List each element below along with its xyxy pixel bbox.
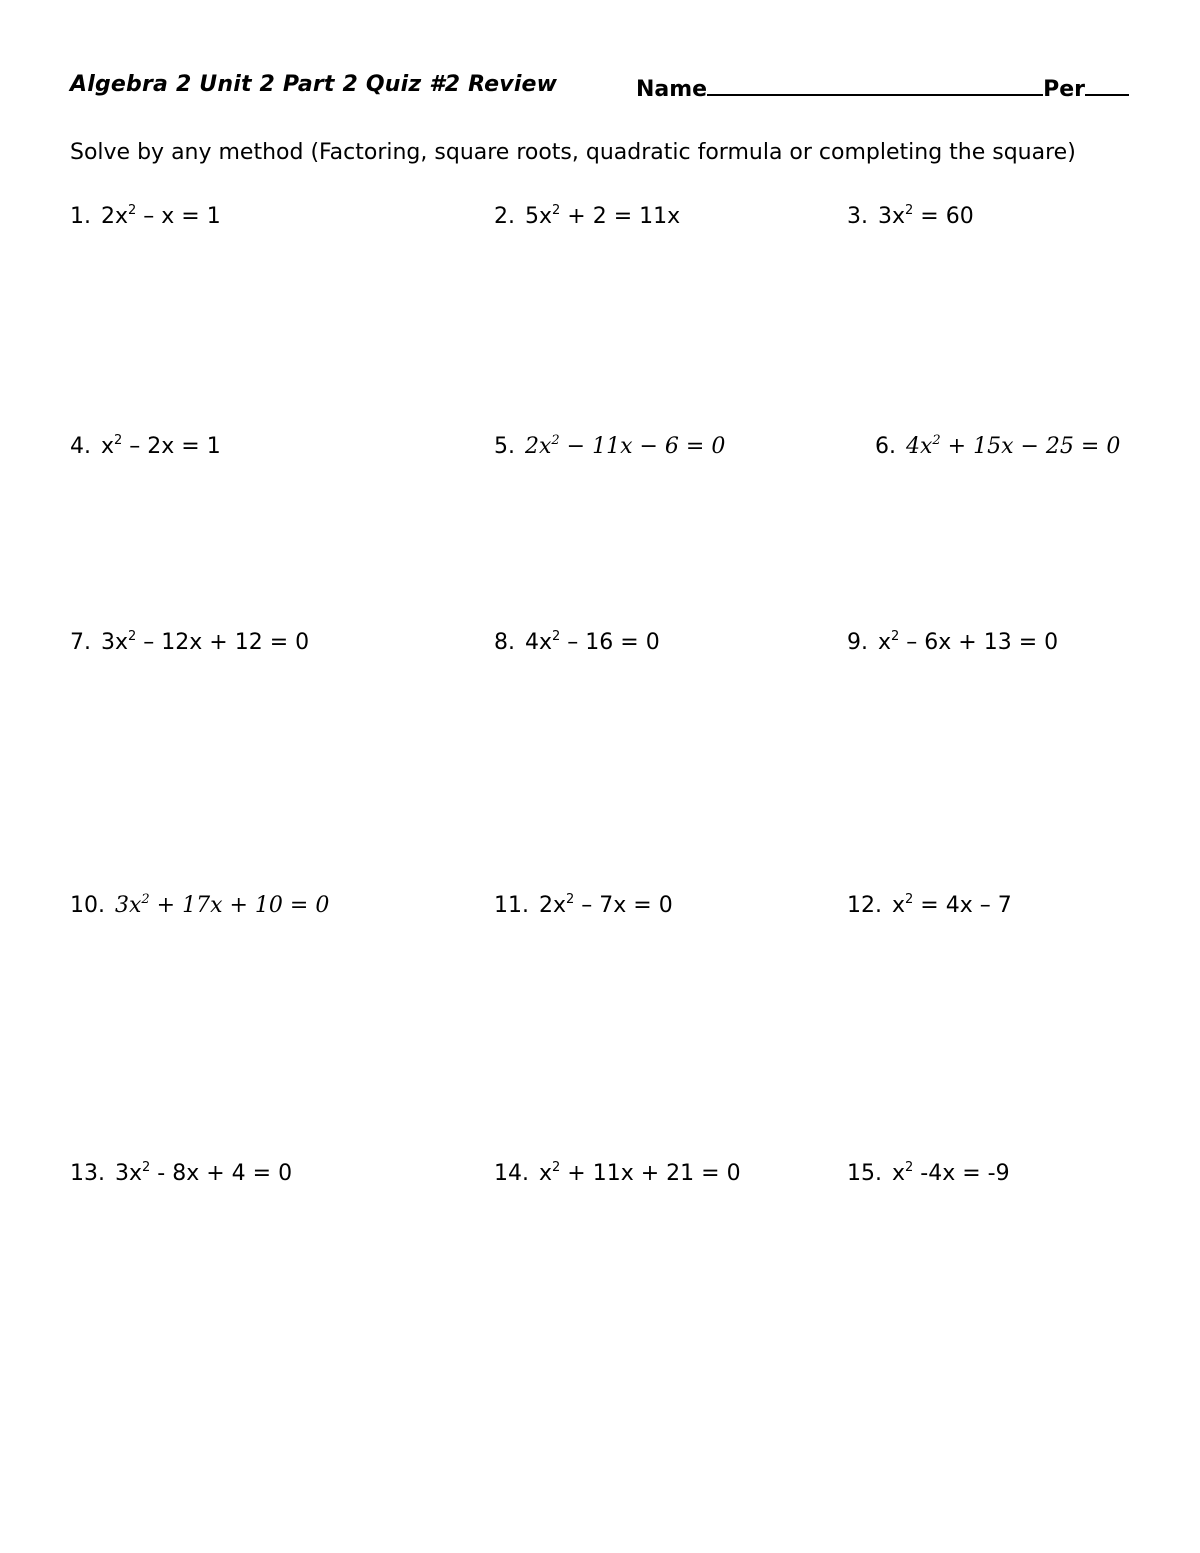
problem-number: 12. — [847, 893, 882, 918]
problem-4 — [70, 434, 221, 459]
problem-number: 15. — [847, 1161, 882, 1186]
problem-9 — [847, 630, 1058, 655]
equation: $3x^2 - 8x + 4 = 0$ — [115, 1160, 293, 1186]
problem-1 — [70, 204, 221, 229]
problem-14 — [494, 1161, 741, 1186]
problem-number: 14. — [494, 1161, 529, 1186]
problem-number: 8. — [494, 630, 515, 655]
problem-number: 1. — [70, 204, 91, 229]
problem-number: 11. — [494, 893, 529, 918]
equation: $2x^2 - x = 1$ — [101, 203, 221, 229]
equation: $x^2 - 2x = 1$ — [101, 433, 221, 459]
problem-8 — [494, 630, 660, 655]
per-label: Per — [1043, 77, 1086, 102]
problem-number: 9. — [847, 630, 868, 655]
problem-2 — [494, 204, 680, 229]
problem-6 — [875, 434, 1120, 459]
equation: $3x^2 - 12x + 12 = 0$ — [101, 629, 310, 655]
problem-3 — [847, 204, 974, 229]
problem-7 — [70, 630, 309, 655]
problem-number: 13. — [70, 1161, 105, 1186]
problem-number: 5. — [494, 434, 515, 459]
problem-number: 6. — [875, 434, 896, 459]
problem-number: 3. — [847, 204, 868, 229]
name-blank[interactable] — [707, 72, 1043, 96]
equation: $3x^2 = 60$ — [878, 203, 974, 229]
problem-11 — [494, 893, 673, 918]
problem-13 — [70, 1161, 292, 1186]
instructions: Solve by any method (Factoring, square roots, quadratic formula or completing the square) — [70, 140, 1076, 165]
problem-5 — [494, 434, 725, 459]
name-per-field — [636, 72, 1129, 102]
worksheet-title: Algebra 2 Unit 2 Part 2 Quiz #2 Review — [70, 72, 558, 97]
equation: $x^2 = 4x - 7$ — [892, 892, 1012, 918]
equation: $3x^2 + 17x + 10 = 0$ — [115, 892, 330, 918]
per-blank[interactable] — [1085, 72, 1129, 96]
problem-10 — [70, 893, 329, 918]
equation: $x^2 - 6x + 13 = 0$ — [878, 629, 1059, 655]
name-label: Name — [636, 77, 708, 102]
equation: $4x^2 - 16 = 0$ — [525, 629, 660, 655]
equation: $2x^2 - 11x - 6 = 0$ — [525, 433, 726, 459]
equation: $x^2 + 11x + 21 = 0$ — [539, 1160, 741, 1186]
problem-15 — [847, 1161, 1010, 1186]
equation: $5x^2 + 2 = 11x$ — [525, 203, 681, 229]
problem-number: 10. — [70, 893, 105, 918]
problem-number: 7. — [70, 630, 91, 655]
equation: $x^2$ -4x = -9 — [892, 1160, 1010, 1186]
problem-12 — [847, 893, 1012, 918]
problem-number: 4. — [70, 434, 91, 459]
equation: $4x^2 + 15x - 25 = 0$ — [906, 433, 1121, 459]
problem-number: 2. — [494, 204, 515, 229]
equation: $2x^2 - 7x = 0$ — [539, 892, 673, 918]
